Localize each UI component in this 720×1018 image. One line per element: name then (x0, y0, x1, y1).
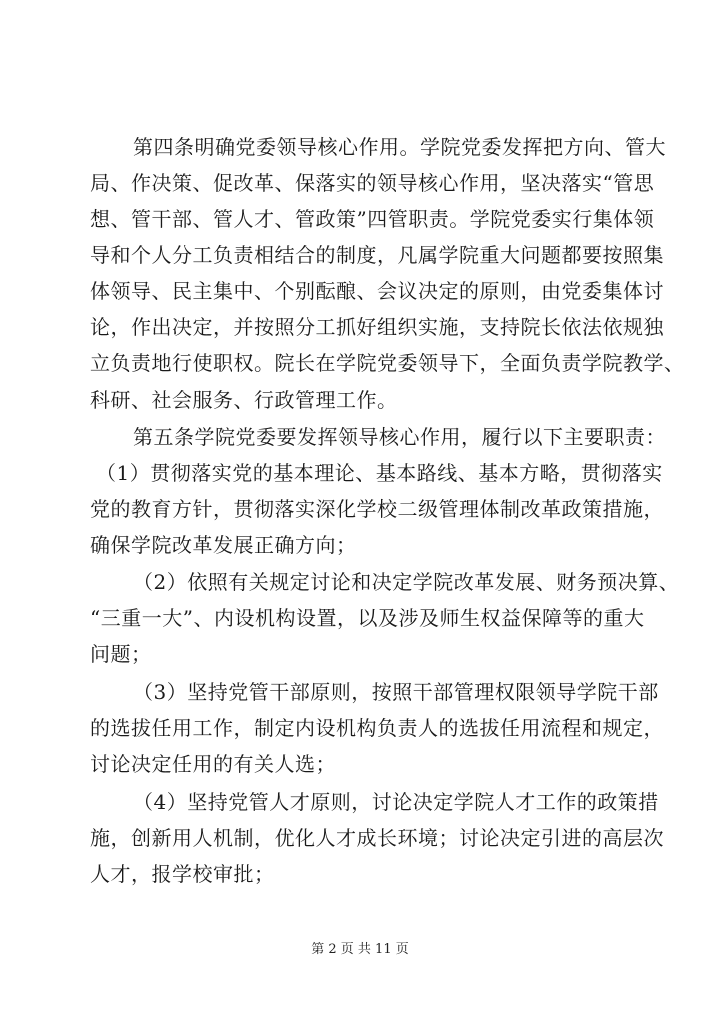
text-line: （4）坚持党管人才原则，讨论决定学院人才工作的政策措 (133, 790, 659, 814)
text-line: “三重一大”、内设机构设置，以及涉及师生权益保障等的重大 (90, 606, 645, 630)
text-line: 第五条学院党委要发挥领导核心作用，履行以下主要职责： (133, 425, 666, 449)
text-line: 人才，报学校审批； (90, 862, 275, 886)
text-line: 确保学院改革发展正确方向； (90, 533, 357, 557)
text-line: 施，创新用人机制，优化人才成长环境；讨论决定引进的高层次 (90, 826, 664, 850)
text-line: 问题； (90, 642, 152, 666)
text-line: 立负责地行使职权。院长在学院党委领导下，全面负责学院教学、 (90, 351, 685, 375)
page-number: 第 2 页 共 11 页 (311, 942, 409, 957)
text-line: 的选拔任用工作，制定内设机构负责人的选拔任用流程和规定， (90, 716, 664, 740)
text-line: （1）贯彻落实党的基本理论、基本路线、基本方略，贯彻落实 (96, 461, 663, 485)
text-line: 论，作出决定，并按照分工抓好组织实施，支持院长依法依规独 (90, 315, 664, 339)
text-line: （2）依照有关规定讨论和决定学院改革发展、财务预决算、 (133, 570, 680, 594)
text-line: （3）坚持党管干部原则，按照干部管理权限领导学院干部 (133, 680, 659, 704)
text-line: 科研、社会服务、行政管理工作。 (90, 388, 398, 412)
text-line: 党的教育方针，贯彻落实深化学校二级管理体制改革政策措施， (90, 497, 664, 521)
text-line: 讨论决定任用的有关人选； (90, 752, 336, 776)
text-line: 局、作决策、促改革、保落实的领导核心作用，坚决落实“管思 (90, 171, 655, 195)
text-line: 第四条明确党委领导核心作用。学院党委发挥把方向、管大 (133, 135, 666, 159)
text-line: 想、管干部、管人才、管政策”四管职责。学院党委实行集体领 (90, 207, 655, 231)
text-line: 导和个人分工负责相结合的制度，凡属学院重大问题都要按照集 (90, 243, 664, 267)
text-line: 体领导、民主集中、个别酝酿、会议决定的原则，由党委集体讨 (90, 279, 664, 303)
